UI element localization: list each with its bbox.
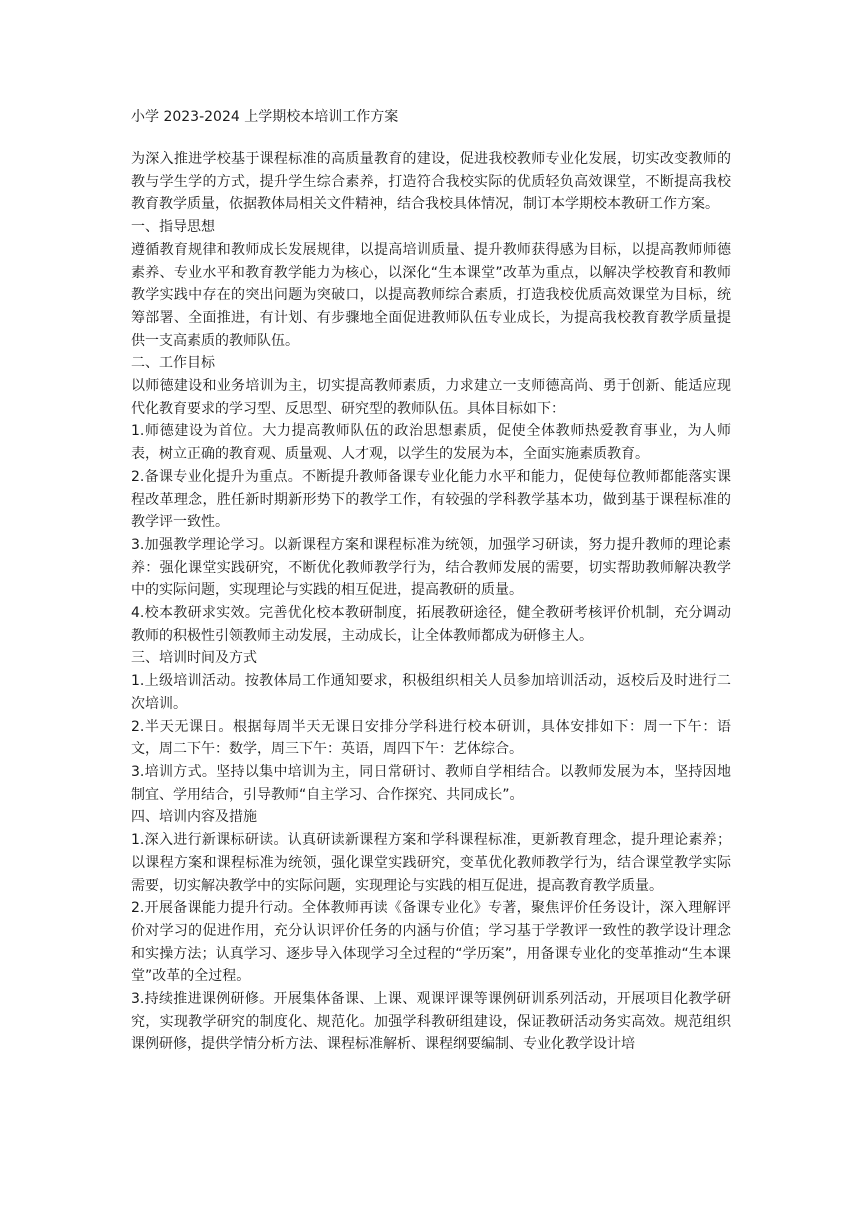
- list-item-paragraph: 1.深入进行新课标研读。认真研读新课程方案和学科课程标准，更新教育理念，提升理论素养；以课程方案和课程标准为统领，强化课堂实践研究，变革优化教师教学行为，结合课堂教学实际需要，切实解决教学中的实际问题，实现理论与实践的相互促进，提高教育教学质量。: [131, 832, 731, 894]
- section-heading: 四、培训内容及措施: [131, 809, 257, 826]
- section-heading: 一、指导思想: [131, 219, 215, 236]
- list-item-paragraph: 4.校本教研求实效。完善优化校本教研制度，拓展教研途径，健全教研考核评价机制，充分调动教师的积极性引领教师主动发展，主动成长，让全体教师都成为研修主人。: [131, 605, 731, 644]
- body-paragraph: 以师德建设和业务培训为主，切实提高教师素质，力求建立一支师德高尚、勇于创新、能适应现代化教育要求的学习型、反思型、研究型的教师队伍。具体目标如下：: [131, 378, 731, 417]
- list-item-paragraph: 3.培训方式。坚持以集中培训为主，同日常研讨、教师自学相结合。以教师发展为本，坚持因地制宜、学用结合，引导教师“自主学习、合作探究、共同成长”。: [131, 763, 731, 803]
- document-body: [131, 148, 731, 1056]
- list-item-paragraph: 1.上级培训活动。按教体局工作通知要求，积极组织相关人员参加培训活动，返校后及时进行二次培训。: [131, 673, 731, 712]
- document-title: 小学 2023-2024 上学期校本培训工作方案: [131, 109, 399, 125]
- list-item-paragraph: 3.加强教学理论学习。以新课程方案和课程标准为统领，加强学习研读，努力提升教师的理论素养：强化课堂实践研究，不断优化教师教学行为，结合教师发展的需要，切实帮助教师解决教学中的实际问题，实现理论与实践的相互促进，提高教研的质量。: [131, 536, 731, 599]
- body-paragraph: 遵循教育规律和教师成长发展规律，以提高培训质量、提升教师获得感为目标，以提高教师师德素养、专业水平和教育教学能力为核心，以深化“生本课堂”改革为重点，以解决学校教育和教师教学实践中存在的突出问题为突破口，以提高教师综合素质，打造我校优质高效课堂为目标，统筹部署、全面推进，有计划、有步骤地全面促进教师队伍专业成长，为提高我校教育教学质量提供一支高素质的教师队伍。: [131, 241, 731, 349]
- intro-paragraph: 为深入推进学校基于课程标准的高质量教育的建设，促进我校教师专业化发展，切实改变教师的教与学生学的方式，提升学生综合素养，打造符合我校实际的优质轻负高效课堂，不断提高我校教育教学质量，依据教体局相关文件精神，结合我校具体情况，制订本学期校本教研工作方案。: [131, 151, 731, 213]
- list-item-paragraph: 2.备课专业化提升为重点。不断提升教师备课专业化能力水平和能力，促使每位教师都能落实课程改革理念，胜任新时期新形势下的教学工作，有较强的学科教学基本功，做到基于课程标准的教学评一致性。: [131, 468, 731, 531]
- section-heading: 三、培训时间及方式: [131, 650, 257, 667]
- list-item-paragraph: 2.开展备课能力提升行动。全体教师再读《备课专业化》专著，聚焦评价任务设计，深入理解评价对学习的促进作用，充分认识评价任务的内涵与价值；学习基于学教评一致性的教学设计理念和实操方法；认真学习、逐步导入体现学习全过程的“学历案”，用备课专业化的变革推动“生本课堂”改革的全过程。: [131, 900, 731, 985]
- list-item-paragraph: 1.师德建设为首位。大力提高教师队伍的政治思想素质，促使全体教师热爱教育事业，为人师表，树立正确的教育观、质量观、人才观，以学生的发展为本，全面实施素质教育。: [131, 423, 731, 463]
- list-item-paragraph: 2.半天无课日。根据每周半天无课日安排分学科进行校本研训，具体安排如下：周一下午：语文，周二下午：数学，周三下午：英语，周四下午：艺体综合。: [131, 718, 731, 758]
- list-item-paragraph: 3.持续推进课例研修。开展集体备课、上课、观课评课等课例研训系列活动，开展项目化教学研究，实现教学研究的制度化、规范化。加强学科教研组建设，保证教研活动务实高效。规范组织课例研修，提供学情分析方法、课程标准解析、课程纲要编制、专业化教学设计培: [131, 991, 731, 1053]
- section-heading: 二、工作目标: [131, 355, 215, 372]
